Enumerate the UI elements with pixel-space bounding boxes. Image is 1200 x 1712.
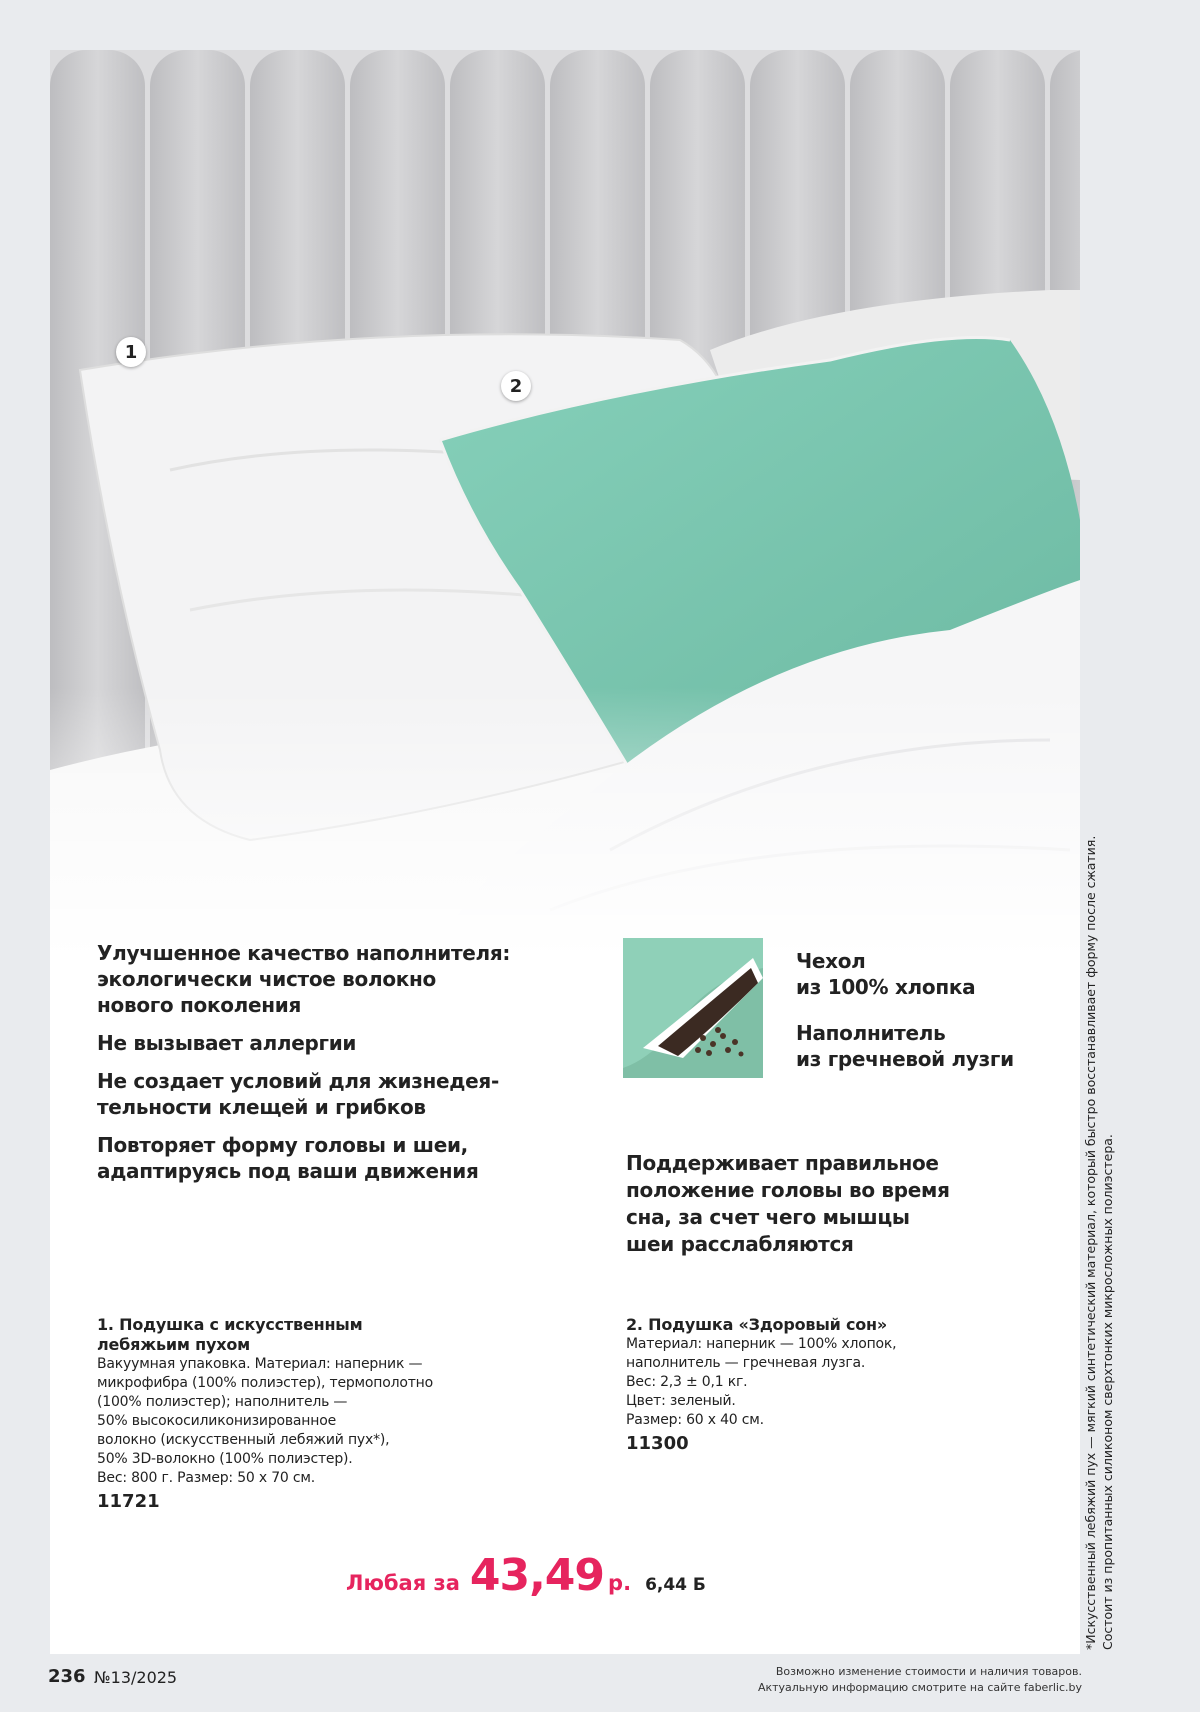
product-title: 1. Подушка с искусственным лебяжьим пухом [97,1315,363,1354]
price-block [346,1550,706,1601]
features-list [97,940,537,1196]
pillow-1-marker: 1 [116,337,146,367]
page-number: 236 [48,1666,86,1687]
product-description: Материал: наперник — 100% хлопок, наполнитель — гречневая лузга. Вес: 2,3 ± 0,1 кг. Цвет: зеленый. Размер: 60 х 40 см. [626,1336,897,1428]
cover-note: Чехол из 100% хлопка [796,949,976,999]
price-points: 6,44 Б [645,1575,706,1595]
feature-item: Не вызывает аллергии [97,1031,357,1055]
catalog-page [50,50,1080,1654]
footer-disclaimer: Возможно изменение стоимости и наличия товаров. Актуальную информацию смотрите на сайте faberlic.by [757,1665,1082,1694]
product-card-1 [97,1315,577,1514]
product-photo [50,50,1080,960]
product-code: 11721 [97,1491,160,1512]
bed-pillows-illustration [50,50,1080,960]
product-description: Вакуумная упаковка. Материал: наперник — микрофибра (100% полиэстер), термополотно (100% полиэстер); наполнитель — 50% высокосиликонизированное волокно (искусственный лебяжий пух*), 50% 3D-волокно (100% полиэстер). Вес: 800 г. Размер: 50 х 70 см. [97,1356,433,1486]
buckwheat-filling-photo [623,938,763,1078]
pillow-2-marker: 2 [501,371,531,401]
product-title: 2. Подушка «Здоровый сон» [626,1315,888,1334]
feature-item: Повторяет форму головы и шеи, адаптируясь под ваши движения [97,1133,479,1183]
feature-item: Не создает условий для жизнедея- тельности клещей и грибков [97,1069,499,1119]
thumb-notes [796,948,1056,1092]
issue-number: №13/2025 [94,1668,178,1687]
footnote-vertical: *Искусственный лебяжий пух — мягкий синтетический материал, который быстро восстанавливает форму после сжатия. Состоит из пропитанных силиконом сверхтонких микросложных полиэстера. [1083,835,1115,1650]
price-label: Любая за [346,1571,460,1595]
benefit-text: Поддерживает правильное положение головы во время сна, за счет чего мышцы шеи расслабляются [626,1151,950,1256]
product-card-2 [626,1315,1006,1456]
feature-item: Улучшенное качество наполнителя: экологически чистое волокно нового поколения [97,941,511,1017]
price-value: 43,49 [469,1550,605,1601]
product-code: 11300 [626,1433,689,1454]
price-currency: р. [608,1571,632,1595]
filling-note: Наполнитель из гречневой лузги [796,1021,1014,1071]
